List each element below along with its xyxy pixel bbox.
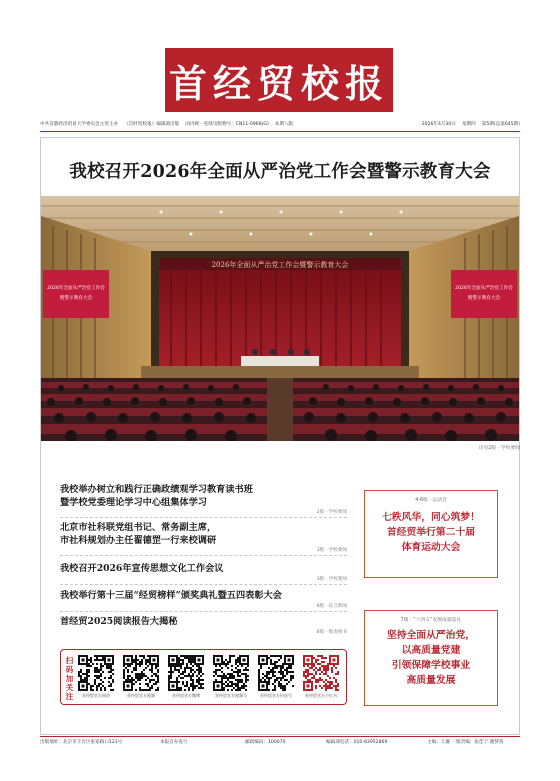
screen-left-line1: 2026年全面从严治党工作会	[47, 286, 105, 291]
qr-code-panel	[60, 649, 347, 705]
footer-distribution: 本报自办发行	[160, 740, 188, 745]
qr-item-website[interactable]	[75, 655, 117, 699]
lead-headline[interactable]: 我校召开2026年全面从严治党工作会暨警示教育大会	[69, 162, 491, 182]
headline-1-line2: 暨学校党委理论学习中心组集体学习	[60, 497, 207, 508]
qr-panel-title: 扫码加关注	[65, 656, 74, 701]
footer-postcode: 邮政编码：100070	[245, 740, 286, 745]
footer-editors: 主编：王璇 一版责编：张佳宁 谢梦茜	[427, 740, 504, 745]
headline-5-ref: 8版 · 数说图书	[316, 630, 347, 635]
divider	[60, 611, 347, 612]
qr-label-website: 首经贸官方网站	[82, 693, 110, 698]
qr-label-xiaohongshu: 首经贸官方小红书	[305, 693, 337, 698]
masthead-title: 首经贸校报	[168, 60, 389, 106]
headline-2-line1: 北京市社科联党组书记、常务副主席，	[60, 522, 217, 533]
page-count: 本期八版	[274, 122, 294, 127]
qr-item-weibo[interactable]	[165, 655, 207, 699]
masthead	[165, 48, 393, 112]
serial-number: 国内统一连续出版物号：CN11-0968(G)	[185, 122, 269, 127]
qr-label-douyin: 首经贸官方抖音号	[260, 693, 292, 698]
issue-weekday: 星期四	[461, 122, 476, 127]
headline-item-5[interactable]	[60, 615, 347, 635]
footer-phone: 编辑部电话：010-83952869	[326, 740, 388, 745]
screen-right-line1: 2026年全面从严治党工作会	[455, 286, 513, 291]
headline-5-title: 首经贸2025阅读报告大揭秘	[60, 616, 178, 627]
feature-box-sports-line3: 体育运动大会	[401, 542, 461, 553]
headline-4-ref: 8版 · 综合新闻	[316, 604, 347, 609]
editorial-info: 《首经贸校报》编辑部出版	[124, 122, 180, 127]
feature-box-sports-line1: 七秩风华，同心筑梦！	[382, 512, 480, 523]
qr-label-channels: 首经贸官方视频号	[215, 693, 247, 698]
feature-box-achievements[interactable]	[364, 610, 498, 706]
issue-date: 2026年4月30日	[421, 122, 456, 127]
publisher-info: 中共首都经济贸易大学委员会主管主办	[40, 122, 119, 127]
footer	[40, 733, 520, 745]
issue-number: 第5期(总第645期)	[481, 122, 520, 127]
footer-address: 出版地址：北京市丰台区张家路口121号	[40, 740, 123, 745]
qr-item-douyin[interactable]	[255, 655, 297, 699]
divider	[60, 584, 347, 585]
qr-item-video[interactable]	[120, 655, 162, 699]
feature-box-achievements-line2: 以高质量党建	[401, 645, 461, 656]
headline-3-title: 我校召开2026年宣传思想文化工作会议	[60, 563, 224, 574]
feature-box-achievements-label: 7版 · “十四五”发展成就巡礼	[397, 618, 466, 623]
feature-box-sports-line2: 首经贸举行第二十届	[386, 527, 476, 538]
issue-info-line	[40, 118, 520, 130]
headline-3-ref: 3版 · 学校要闻	[316, 577, 347, 582]
headline-item-2[interactable]	[60, 521, 347, 553]
headline-2-line2: 市社科规划办主任翟德罡一行来校调研	[60, 535, 217, 546]
qr-code-icon	[213, 655, 249, 691]
divider	[60, 555, 347, 556]
lead-photo[interactable]	[41, 196, 519, 441]
headline-item-4[interactable]	[60, 589, 347, 609]
qr-code-icon	[258, 655, 294, 691]
headline-item-3[interactable]	[60, 562, 347, 582]
qr-code-icon	[303, 655, 339, 691]
headline-1-line1: 我校举办树立和践行正确政绩观学习教育读书班	[60, 484, 253, 495]
headline-2-ref: 3版 · 学校要闻	[316, 548, 347, 553]
auditorium-photo	[41, 196, 519, 441]
qr-item-xiaohongshu[interactable]	[300, 655, 342, 699]
qr-code-icon	[78, 655, 114, 691]
divider	[60, 517, 347, 518]
qr-code-icon	[168, 655, 204, 691]
qr-label-weibo: 首经贸官方微博	[172, 693, 200, 698]
headline-item-1[interactable]	[60, 483, 347, 515]
feature-box-achievements-line4: 高质量发展	[406, 675, 456, 686]
headline-4-title: 我校举行第十三届“经贸榜样”颁奖典礼暨五四表彰大会	[60, 590, 282, 601]
qr-label-video: 首经贸官方视频	[127, 693, 155, 698]
screen-left-line2: 暨警示教育大会	[59, 296, 93, 301]
feature-box-sports-label: 4-6版 · 运动会	[411, 498, 451, 503]
qr-item-channels[interactable]	[210, 655, 252, 699]
feature-box-sports[interactable]	[364, 490, 498, 578]
feature-box-achievements-line3: 引领保障学校事业	[391, 660, 471, 671]
feature-box-achievements-line1: 坚持全面从严治党，	[386, 630, 476, 641]
stage-banner: 2026年全面从严治党工作会暨警示教育大会	[211, 261, 349, 269]
screen-right-line2: 暨警示教育大会	[467, 296, 501, 301]
header-rule	[40, 131, 520, 132]
photo-caption: 详见2版 · 学校要闻	[478, 446, 520, 451]
qr-code-icon	[123, 655, 159, 691]
headline-1-ref: 2版 · 学校要闻	[316, 510, 347, 515]
